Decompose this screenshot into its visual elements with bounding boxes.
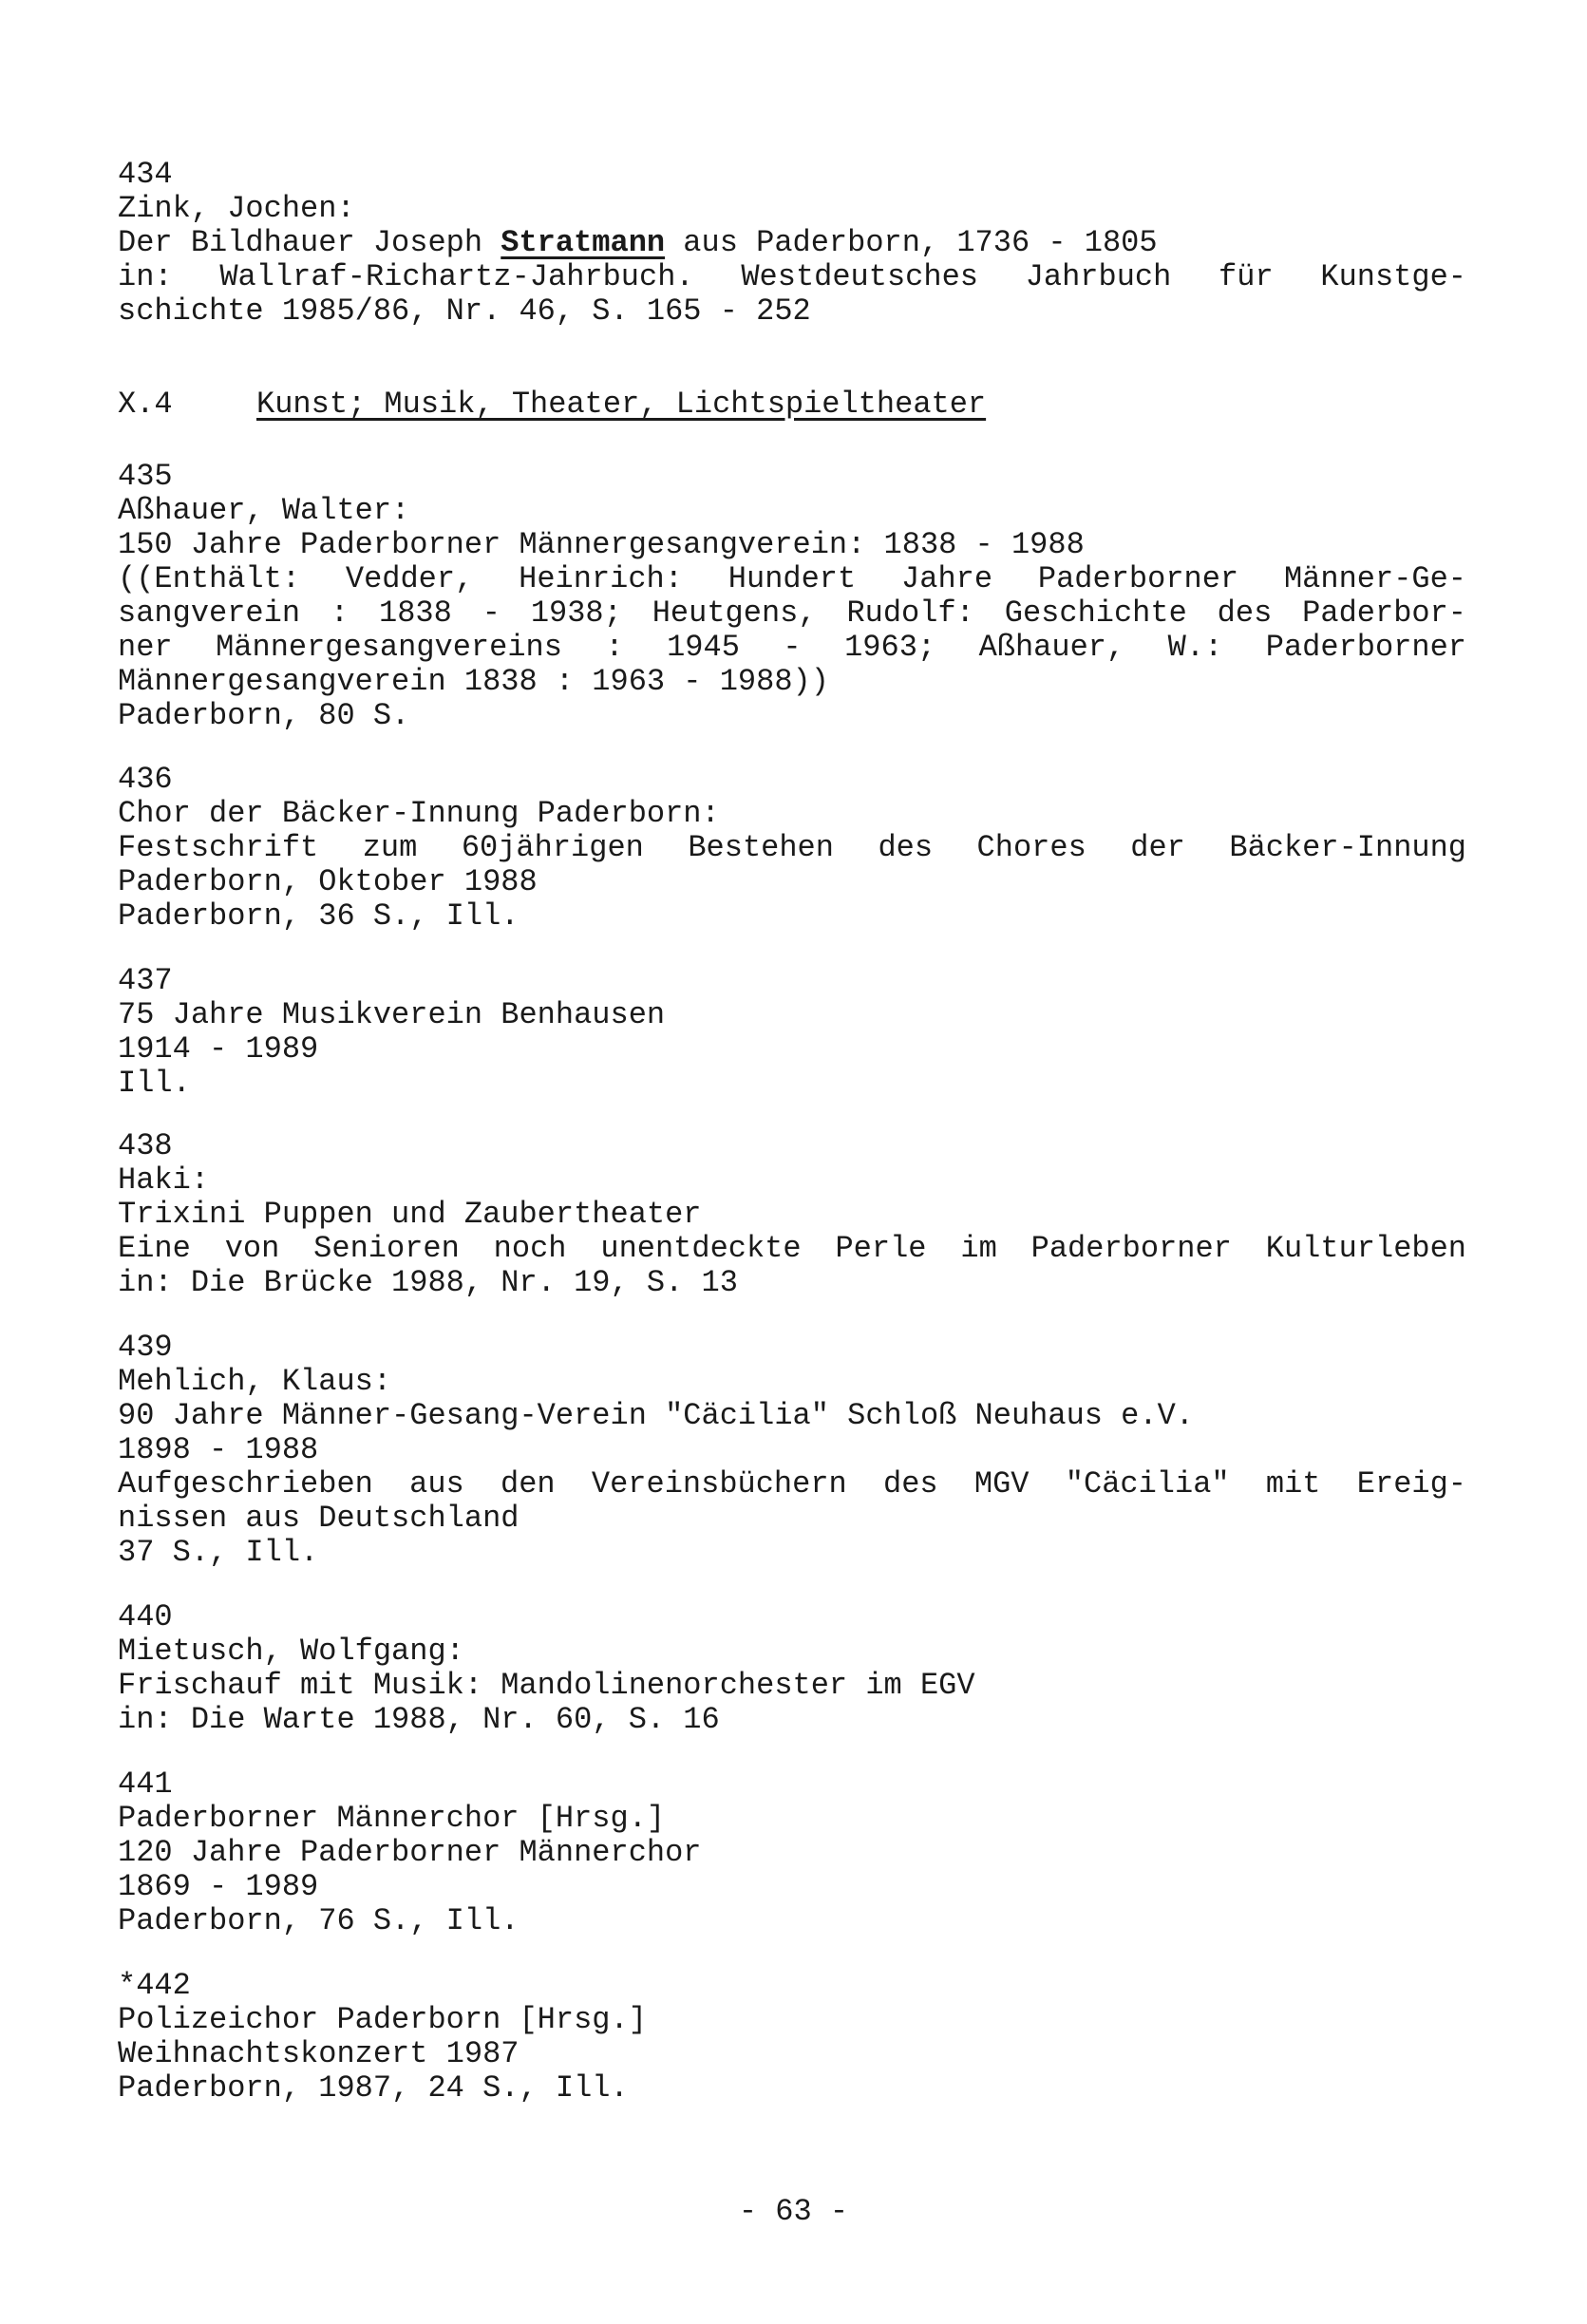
entry-author: Aßhauer, Walter: bbox=[118, 493, 410, 528]
bibliography-entry-434 bbox=[118, 158, 1466, 329]
bibliography-entry-439 bbox=[118, 1331, 1466, 1570]
bibliography-entry-437 bbox=[118, 964, 1466, 1101]
entry-number: 440 bbox=[118, 1599, 173, 1634]
entry-note: Männergesangverein 1838 : 1963 - 1988)) bbox=[118, 664, 829, 699]
entry-number: 439 bbox=[118, 1330, 173, 1365]
entry-source: in: Wallraf-Richartz-Jahrbuch. Westdeutsches Jahrbuch für Kunstge- bbox=[118, 259, 1466, 294]
entry-imprint: Paderborn, 1987, 24 S., Ill. bbox=[118, 2070, 629, 2106]
entry-note: ner Männergesangvereins : 1945 - 1963; Aßhauer, W.: Paderborner bbox=[118, 630, 1466, 665]
entry-number: 438 bbox=[118, 1128, 173, 1163]
entry-number: 435 bbox=[118, 459, 173, 494]
entry-author: Haki: bbox=[118, 1162, 210, 1198]
entry-number: 434 bbox=[118, 157, 173, 192]
entry-author: Mietusch, Wolfgang: bbox=[118, 1634, 464, 1669]
entry-author: Zink, Jochen: bbox=[118, 191, 355, 226]
entry-imprint: Ill. bbox=[118, 1066, 191, 1101]
entry-note: ((Enthält: Vedder, Heinrich: Hundert Jahre Paderborner Männer-Ge- bbox=[118, 561, 1466, 596]
bibliography-entry-441 bbox=[118, 1767, 1466, 1938]
entry-years: 1914 - 1989 bbox=[118, 1031, 319, 1067]
entry-subtitle: Aufgeschrieben aus den Vereinsbüchern des MGV "Cäcilia" mit Ereig- bbox=[118, 1466, 1466, 1502]
page-number: - 63 - bbox=[738, 2194, 849, 2229]
entry-source-cont: schichte 1985/86, Nr. 46, S. 165 - 252 bbox=[118, 293, 811, 329]
entry-number: 437 bbox=[118, 963, 173, 998]
entry-title-start: Der Bildhauer Joseph bbox=[118, 225, 501, 260]
bibliography-entry-435 bbox=[118, 460, 1466, 733]
entry-author: Polizeichor Paderborn [Hrsg.] bbox=[118, 2002, 647, 2037]
entry-title: Weihnachtskonzert 1987 bbox=[118, 2036, 520, 2071]
entry-title: 90 Jahre Männer-Gesang-Verein "Cäcilia" Schloß Neuhaus e.V. bbox=[118, 1398, 1194, 1433]
entry-subtitle: Eine von Senioren noch unentdeckte Perle im Paderborner Kulturleben bbox=[118, 1231, 1466, 1266]
bibliography-entry-442 bbox=[118, 1969, 1466, 2106]
entry-title-cont: Paderborn, Oktober 1988 bbox=[118, 864, 538, 899]
entry-author: Mehlich, Klaus: bbox=[118, 1364, 392, 1399]
entry-imprint: Paderborn, 36 S., Ill. bbox=[118, 898, 520, 934]
entry-source: in: Die Warte 1988, Nr. 60, S. 16 bbox=[118, 1702, 720, 1737]
entry-title: 120 Jahre Paderborner Männerchor bbox=[118, 1835, 702, 1870]
entry-imprint: 37 S., Ill. bbox=[118, 1535, 319, 1570]
entry-years: 1869 - 1989 bbox=[118, 1869, 319, 1904]
entry-number: 441 bbox=[118, 1767, 173, 1802]
entry-title bbox=[118, 226, 1466, 260]
entry-author: Chor der Bäcker-Innung Paderborn: bbox=[118, 796, 720, 831]
entry-title: Frischauf mit Musik: Mandolinenorchester im EGV bbox=[118, 1668, 975, 1703]
entry-title: 150 Jahre Paderborner Männergesangverein: 1838 - 1988 bbox=[118, 527, 1085, 562]
underlined-name: Stratmann bbox=[501, 225, 666, 260]
entry-years: 1898 - 1988 bbox=[118, 1432, 319, 1467]
entry-title: Trixini Puppen und Zaubertheater bbox=[118, 1197, 702, 1232]
section-number: X.4 bbox=[118, 387, 173, 422]
entry-imprint: Paderborn, 80 S. bbox=[118, 698, 410, 733]
entry-imprint: Paderborn, 76 S., Ill. bbox=[118, 1903, 520, 1938]
section-title: Kunst; Musik, Theater, Lichtspieltheater bbox=[256, 387, 987, 422]
bibliography-entry-438 bbox=[118, 1129, 1466, 1300]
entry-note: sangverein : 1838 - 1938; Heutgens, Rudolf: Geschichte des Paderbor- bbox=[118, 595, 1466, 631]
entry-title: Festschrift zum 60jährigen Bestehen des Chores der Bäcker-Innung bbox=[118, 830, 1466, 865]
entry-title: 75 Jahre Musikverein Benhausen bbox=[118, 997, 666, 1032]
entry-number: 436 bbox=[118, 762, 173, 797]
entry-title-end: aus Paderborn, 1736 - 1805 bbox=[665, 225, 1158, 260]
entry-number: *442 bbox=[118, 1968, 191, 2003]
entry-author: Paderborner Männerchor [Hrsg.] bbox=[118, 1801, 666, 1836]
entry-source: in: Die Brücke 1988, Nr. 19, S. 13 bbox=[118, 1265, 738, 1300]
entry-subtitle-cont: nissen aus Deutschland bbox=[118, 1501, 520, 1536]
bibliography-entry-436 bbox=[118, 763, 1466, 934]
bibliography-entry-440 bbox=[118, 1600, 1466, 1737]
